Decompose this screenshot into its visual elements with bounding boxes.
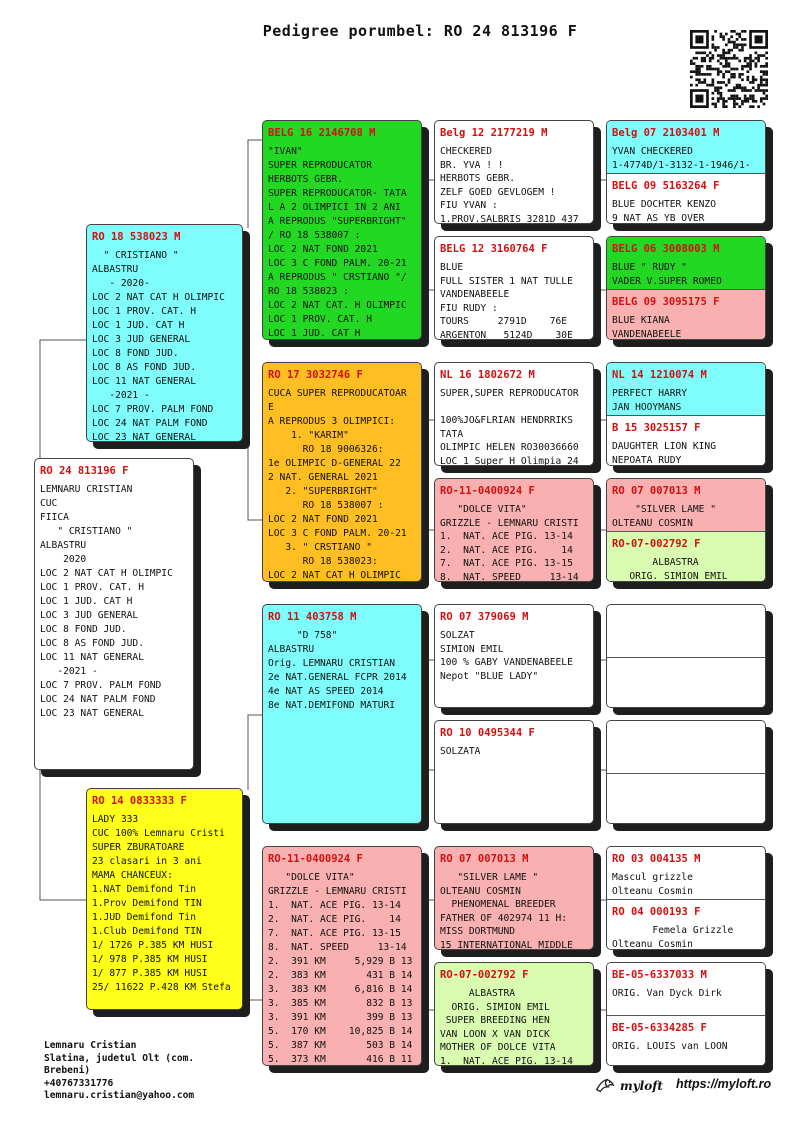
gen4-ring-5: NL 14 1210074 M — [612, 369, 707, 381]
dam-card[interactable] — [86, 788, 243, 1010]
gen3-card-1[interactable] — [434, 120, 594, 224]
gen3-ring-1: Belg 12 2177219 M — [440, 127, 548, 139]
gen3-ring-2: BELG 12 3160764 F — [440, 243, 548, 255]
gen3-details-3: SUPER,SUPER REPRODUCATOR 100%JO&FLRIAN HENDRRIKS TATA OLIMPIC HELEN RO30036660 LOC 1 Super H Olimpia 24 — [440, 388, 579, 466]
dam-dam-ring: RO-11-0400924 F — [268, 853, 363, 865]
gen3-details-8: ALBASTRA ORIG. SIMION EMIL SUPER BREEDING HEN VAN LOON X VAN DICK MOTHER OF DOLCE VITA 1. NAT. ACE PIG. 13-14 — [440, 988, 573, 1066]
gen4-cell-9[interactable] — [607, 605, 765, 657]
gen3-card-3[interactable] — [434, 362, 594, 466]
sire-sire-details: "IVAN" SUPER REPRODUCATOR HERBOTS GEBR. SUPER REPRODUCATOR- TATA L A 2 OLIMPICI IN 2 ANI A REPRODUS "SUPERBRIGHT" / RO 18 538007 : LOC 2 NAT FOND 2021 LOC 3 C FOND PALM. 20-21 A REPRODUS " CRSTIANO "/ RO 18 538023 : LOC 2 NAT CAT. H OLIMPIC LOC 1 PROV. CAT. H LOC 1 JUD. CAT H — [268, 146, 407, 339]
gen4-cell-2[interactable] — [607, 173, 765, 224]
gen3-card-6[interactable] — [434, 720, 594, 824]
gen4-details-3: BLUE " RUDY " VADER V.SUPER ROMEO — [612, 262, 722, 287]
gen4-cell-11[interactable] — [607, 721, 765, 773]
gen3-details-4: "DOLCE VITA" GRIZZLE - LEMNARU CRISTI 1. NAT. ACE PIG. 13-14 2. NAT. ACE PIG. 14 7. NAT. ACE PIG. 13-15 8. NAT. SPEED 13-14 — [440, 504, 579, 582]
gen4-details-2: BLUE DOCHTER KENZO 9 NAT AS YB OVER — [612, 199, 716, 224]
gen4-ring-14: RO 04 000193 F — [612, 906, 701, 918]
website-link[interactable]: https://myloft.ro — [676, 1077, 772, 1091]
dam-details: LADY 333 CUC 100% Lemnaru Cristi SUPER ZBURATOARE 23 clasari in 3 ani MAMA CHANCEUX: 1.NAT Demifond Tin 1.Prov Demifond TIN 1.JUD Demifond Tin 1.Club Demifond TIN 1/ 1726 P.385 KM HUSI 1/ 978 P.385 KM HUSI 1/ 877 P.385 KM HUSI 25/ 11622 P.428 KM Stefa — [92, 814, 231, 993]
sire-ring: RO 18 538023 M — [92, 231, 181, 243]
gen4-ring-7: RO 07 007013 M — [612, 485, 701, 497]
gen4-cell-16[interactable] — [607, 1015, 765, 1066]
gen4-pair-5[interactable] — [606, 604, 766, 708]
gen4-pair-1[interactable] — [606, 120, 766, 224]
gen3-details-2: BLUE FULL SISTER 1 NAT TULLE VANDENABEELE FIU RUDY : TOURS 2791D 76E ARGENTON 5124D 30E — [440, 262, 573, 340]
gen4-ring-13: RO 03 004135 M — [612, 853, 701, 865]
dam-dam-card[interactable] — [262, 846, 422, 1066]
gen4-ring-3: BELG 06 3008003 M — [612, 243, 720, 255]
gen4-pair-4[interactable] — [606, 478, 766, 582]
gen4-cell-15[interactable] — [607, 963, 765, 1015]
brand-logo[interactable] — [594, 1075, 663, 1097]
gen4-details-16: ORIG. LOUIS van LOON — [612, 1041, 728, 1052]
gen4-details-14: Femela Grizzle Olteanu Cosmin — [612, 925, 734, 950]
sire-dam-card[interactable] — [262, 362, 422, 582]
gen3-ring-7: RO 07 007013 M — [440, 853, 529, 865]
gen4-details-7: "SILVER LAME " OLTEANU COSMIN — [612, 504, 716, 529]
gen4-cell-1[interactable] — [607, 121, 765, 173]
gen4-cell-8[interactable] — [607, 531, 765, 582]
gen4-pair-6[interactable] — [606, 720, 766, 824]
gen3-ring-4: RO-11-0400924 F — [440, 485, 535, 497]
gen4-details-4: BLUE KIANA VANDENABEELE — [612, 315, 682, 340]
gen4-details-5: PERFECT HARRY JAN HOOYMANS — [612, 388, 688, 413]
gen4-ring-4: BELG 09 3095175 F — [612, 296, 720, 308]
gen3-card-7[interactable] — [434, 846, 594, 950]
sire-dam-ring: RO 17 3032746 F — [268, 369, 363, 381]
gen4-details-15: ORIG. Van Dyck Dirk — [612, 988, 722, 999]
gen4-ring-15: BE-05-6337033 M — [612, 969, 707, 981]
gen4-cell-4[interactable] — [607, 289, 765, 340]
gen4-cell-5[interactable] — [607, 363, 765, 415]
dam-sire-ring: RO 11 403758 M — [268, 611, 357, 623]
sire-card[interactable] — [86, 224, 243, 442]
dam-dam-details: "DOLCE VITA" GRIZZLE - LEMNARU CRISTI 1. NAT. ACE PIG. 13-14 2. NAT. ACE PIG. 14 7. NAT. ACE PIG. 13-15 8. NAT. SPEED 13-14 2. 391 KM 5,929 B 13 2. 383 KM 431 B 14 3. 383 KM 6,816 B 14 3. 385 KM 832 B 13 3. 391 KM 399 B 13 5. 170 KM 10,825 B 14 5. 387 KM 503 B 14 5. 373 KM 416 B 11 — [268, 872, 413, 1065]
gen4-ring-1: Belg 07 2103401 M — [612, 127, 720, 139]
sire-sire-ring: BELG 16 2146708 M — [268, 127, 376, 139]
dam-ring: RO 14 0833333 F — [92, 795, 187, 807]
gen4-cell-12[interactable] — [607, 773, 765, 824]
gen4-ring-10 — [607, 658, 765, 667]
gen4-ring-2: BELG 09 5163264 F — [612, 180, 720, 192]
sire-details: " CRISTIANO " ALBASTRU - 2020- LOC 2 NAT CAT H OLIMPIC LOC 1 PROV. CAT. H LOC 1 JUD. CAT H LOC 3 JUD GENERAL LOC 8 FOND JUD. LOC 8 AS FOND JUD. LOC 11 NAT GENERAL -2021 - LOC 7 PROV. PALM FOND LOC 24 NAT PALM FOND LOC 23 NAT GENERAL — [92, 250, 225, 442]
gen3-details-1: CHECKERED BR. YVA ! ! HERBOTS GEBR. ZELF GOED GEVLOGEM ! FIU YVAN : 1.PROV.SALBRIS 3281D 437 — [440, 146, 579, 224]
gen4-cell-14[interactable] — [607, 899, 765, 950]
gen3-ring-8: RO-07-002792 F — [440, 969, 529, 981]
sire-dam-details: CUCA SUPER REPRODUCATOAR E A REPRODUS 3 OLIMPICI: 1. "KARIM" RO 18 9006326: 1e OLIMPIC D-GENERAL 22 2 NAT. GENERAL 2021 2. "SUPERBRIGHT" RO 18 538007 : LOC 2 NAT FOND 2021 LOC 3 C FOND PALM. 20-21 3. " CRSTIANO " RO 18 538023: LOC 2 NAT CAT H OLIMPIC — [268, 388, 407, 581]
gen4-cell-10[interactable] — [607, 657, 765, 708]
gen4-cell-13[interactable] — [607, 847, 765, 899]
gen4-ring-12 — [607, 774, 765, 783]
sire-sire-card[interactable] — [262, 120, 422, 340]
myloft-bird-icon — [594, 1075, 616, 1097]
qr-code-icon — [690, 30, 768, 108]
gen3-ring-5: RO 07 379069 M — [440, 611, 529, 623]
subject-details: LEMNARU CRISTIAN CUC FIICA " CRISTIANO " ALBASTRU 2020 LOC 2 NAT CAT H OLIMPIC LOC 1 PROV. CAT. H LOC 1 JUD. CAT H LOC 3 JUD GENERAL LOC 8 FOND JUD. LOC 8 AS FOND JUD. LOC 11 NAT GENERAL -2021 - LOC 7 PROV. PALM FOND LOC 24 NAT PALM FOND LOC 23 NAT GENERAL — [40, 484, 173, 719]
page-title: Pedigree porumbel: RO 24 813196 F — [262, 22, 578, 40]
gen3-details-6: SOLZATA — [440, 746, 481, 757]
gen3-details-7: "SILVER LAME " OLTEANU COSMIN PHENOMENAL BREEDER FATHER OF 402974 11 H: MISS DORTMUND 15 INTERNATIONAL MIDDLE — [440, 872, 573, 950]
brand-name: myloft — [620, 1079, 663, 1093]
gen4-ring-11 — [607, 721, 765, 730]
gen4-details-1: YVAN CHECKERED 1-4774D/1-3132-1-1946/1- — [612, 146, 751, 171]
gen4-cell-6[interactable] — [607, 415, 765, 466]
gen3-card-5[interactable] — [434, 604, 594, 708]
gen4-ring-8: RO-07-002792 F — [612, 538, 701, 550]
gen4-cell-3[interactable] — [607, 237, 765, 289]
gen3-ring-3: NL 16 1802672 M — [440, 369, 535, 381]
gen4-details-6: DAUGHTER LION KING NEPOATA RUDY — [612, 441, 716, 466]
gen3-details-5: SOLZAT SIMION EMIL 100 % GABY VANDENABEELE Nepot "BLUE LADY" — [440, 630, 573, 682]
gen4-pair-7[interactable] — [606, 846, 766, 950]
gen4-pair-8[interactable] — [606, 962, 766, 1066]
gen4-details-13: Mascul grizzle Olteanu Cosmin — [612, 872, 693, 897]
dam-sire-details: "D 758" ALBASTRU Orig. LEMNARU CRISTIAN 2e NAT.GENERAL FCPR 2014 4e NAT AS SPEED 2014 8e NAT.DEMIFOND MATURI — [268, 630, 407, 711]
subject-ring: RO 24 813196 F — [40, 465, 129, 477]
gen4-ring-9 — [607, 605, 765, 614]
gen4-pair-2[interactable] — [606, 236, 766, 340]
gen4-pair-3[interactable] — [606, 362, 766, 466]
gen4-details-8: ALBASTRA ORIG. SIMION EMIL — [629, 557, 728, 582]
owner-contact: Lemnaru Cristian Slatina, judetul Olt (com. Brebeni) +40767331776 lemnaru.cristian@yahoo.com — [44, 1040, 195, 1101]
subject-card[interactable] — [34, 458, 194, 770]
gen3-card-4[interactable] — [434, 478, 594, 582]
dam-sire-card[interactable] — [262, 604, 422, 824]
gen4-ring-6: B 15 3025157 F — [612, 422, 701, 434]
gen4-ring-16: BE-05-6334285 F — [612, 1022, 707, 1034]
gen3-card-8[interactable] — [434, 962, 594, 1066]
gen3-ring-6: RO 10 0495344 F — [440, 727, 535, 739]
gen3-card-2[interactable] — [434, 236, 594, 340]
gen4-cell-7[interactable] — [607, 479, 765, 531]
